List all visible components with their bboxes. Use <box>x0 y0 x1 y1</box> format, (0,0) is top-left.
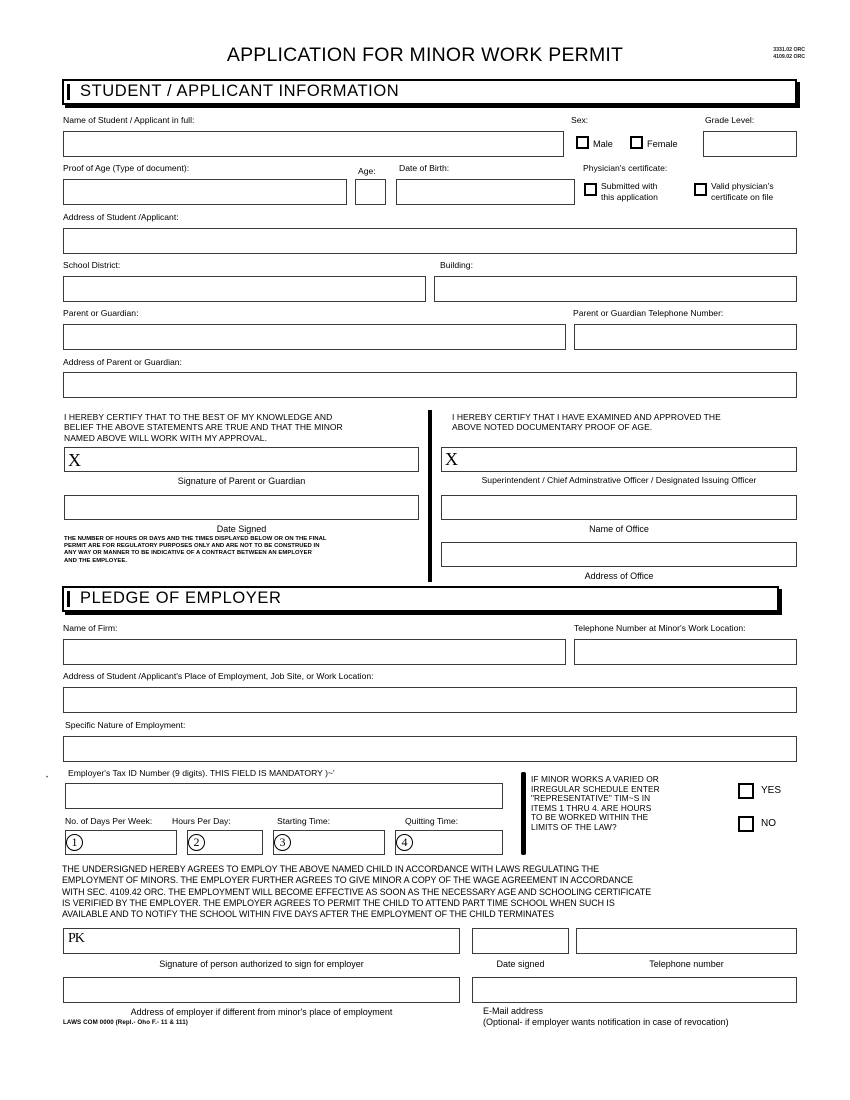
section-header-pledge-of-employer <box>62 586 779 612</box>
hours-disclaimer-text <box>64 536 424 565</box>
parent-certify-line-2: BELIEF THE ABOVE STATEMENTS ARE TRUE AND THAT THE MINOR <box>64 422 343 433</box>
varied-schedule-line-4: ITEMS 1 THRU 4. ARE HOURS <box>531 802 652 813</box>
parent-telephone-label: Parent or Guardian Telephone Number: <box>573 308 724 318</box>
physician-on-file-checkbox[interactable] <box>694 183 707 196</box>
varied-schedule-line-6: LIMITS OF THE LAW? <box>531 821 617 832</box>
proof-of-age-input[interactable] <box>63 179 347 205</box>
parent-certify-line-1: I HEREBY CERTIFY THAT TO THE BEST OF MY KNOWLEDGE AND <box>64 412 333 422</box>
officer-certify-line-2: ABOVE NOTED DOCUMENTARY PROOF OF AGE. <box>452 422 653 433</box>
employer-telephone-caption: Telephone number <box>649 959 724 969</box>
sex-male-label: Male <box>593 139 613 149</box>
officer-signature-caption: Superintendent / Chief Adminstrative Officer / Designated Issuing Officer <box>481 475 757 485</box>
physician-submitted-checkbox[interactable] <box>584 183 597 196</box>
employer-address-caption: Address of employer if different from minor's place of employment <box>130 1007 393 1017</box>
section-bar-tick <box>67 84 70 100</box>
hours-disclaimer-line-1: THE NUMBER OF HOURS OR DAYS AND THE TIMES DISPLAYED BELOW OR ON THE FINAL <box>64 536 327 542</box>
physician-on-file-label-line-1: Valid physician's <box>711 181 774 191</box>
date-of-birth-input[interactable] <box>396 179 575 205</box>
quitting-time-label: Quitting Time: <box>405 816 459 826</box>
work-address-input[interactable] <box>63 687 797 713</box>
varied-schedule-bracket <box>521 772 526 855</box>
grade-level-input[interactable] <box>703 131 797 157</box>
employer-agreement-line-1: THE UNDERSIGNED HEREBY AGREES TO EMPLOY THE ABOVE NAMED CHILD IN ACCORDANCE WITH LAWS REGULATING THE <box>62 864 599 874</box>
varied-schedule-line-3: "REPRESENTATIVE" TIM~S IN <box>531 793 651 804</box>
item-1-number: 1 <box>66 834 83 851</box>
margin-artifact-mark: • <box>46 775 49 781</box>
page-title: APPLICATION FOR MINOR WORK PERMIT <box>226 44 624 66</box>
item-3-number: 3 <box>274 834 291 851</box>
email-address-input[interactable] <box>472 977 797 1003</box>
work-location-telephone-label: Telephone Number at Minor's Work Location: <box>574 623 746 633</box>
employer-agreement-line-4: IS VERIFIED BY THE EMPLOYER. THE EMPLOYER AGREES TO PERMIT THE CHILD TO ATTEND PART TIME SCHOOL WHEN SUCH IS <box>62 897 615 908</box>
parent-or-guardian-label: Parent or Guardian: <box>63 308 139 318</box>
work-location-telephone-input[interactable] <box>574 639 797 665</box>
section-header-pledge-of-employer-label: PLEDGE OF EMPLOYER <box>80 589 282 608</box>
starting-time-label: Starting Time: <box>277 816 331 826</box>
name-of-student-label: Name of Student / Applicant in full: <box>63 115 195 125</box>
parent-signature-caption: Signature of Parent or Guardian <box>177 476 306 486</box>
email-address-caption-line-1: E-Mail address <box>483 1006 544 1016</box>
employer-agreement-line-2: EMPLOYMENT OF MINORS. THE EMPLOYER FURTHER AGREES TO GIVE MINOR A COPY OF THE WAGE AGREEMENT IN ACCORDANCE <box>62 875 634 886</box>
parent-date-signed-caption: Date Signed <box>216 524 267 534</box>
days-per-week-label: No. of Days Per Week: <box>65 816 153 826</box>
address-of-office-caption: Address of Office <box>584 571 654 581</box>
physician-certificate-label: Physician's certificate: <box>583 163 668 173</box>
address-of-student-label: Address of Student /Applicant: <box>63 212 179 222</box>
nature-of-employment-input[interactable] <box>63 736 797 762</box>
school-district-input[interactable] <box>63 276 426 302</box>
building-input[interactable] <box>434 276 797 302</box>
varied-schedule-no-label: NO <box>761 818 776 829</box>
physician-submitted-label-line-1: Submitted with <box>601 181 658 191</box>
employer-agreement-text <box>62 864 802 920</box>
parent-certify-line-3: NAMED ABOVE WILL WORK WITH MY APPROVAL. <box>64 432 267 443</box>
item-2-number: 2 <box>188 834 205 851</box>
varied-schedule-line-1: IF MINOR WORKS A VARIED OR <box>531 774 659 784</box>
name-of-office-caption: Name of Office <box>589 524 649 534</box>
parent-signature-x-mark: X <box>68 450 81 470</box>
varied-schedule-yes-label: YES <box>761 785 782 796</box>
name-of-office-input[interactable] <box>441 495 797 520</box>
section-header-student-applicant <box>62 79 797 105</box>
physician-on-file-label-line-2: certificate on file <box>711 192 774 202</box>
varied-schedule-line-5: TO BE WORKED WITHIN THE <box>531 812 649 823</box>
work-address-label: Address of Student /Applicant's Place of Employment, Job Site, or Work Location: <box>63 671 374 681</box>
physician-submitted-label-line-2: this application <box>601 192 658 202</box>
employer-signature-caption: Signature of person authorized to sign for employer <box>159 959 364 969</box>
employer-tax-id-label: Employer's Tax ID Number (9 digits). THIS FIELD IS MANDATORY )~' <box>68 768 335 778</box>
orc-reference-line-2: 4109.02 ORC <box>773 54 805 60</box>
name-of-firm-label: Name of Firm: <box>63 623 118 633</box>
officer-certify-text <box>452 412 797 433</box>
employer-date-signed-caption: Date signed <box>496 959 545 969</box>
officer-signature-input[interactable] <box>441 447 797 472</box>
parent-date-signed-input[interactable] <box>64 495 419 520</box>
address-of-parent-input[interactable] <box>63 372 797 398</box>
name-of-student-input[interactable] <box>63 131 564 157</box>
certify-divider <box>428 410 432 582</box>
proof-of-age-label: Proof of Age (Type of document): <box>63 163 190 173</box>
employer-tax-id-input[interactable] <box>65 783 503 809</box>
address-of-parent-label: Address of Parent or Guardian: <box>63 357 182 367</box>
employer-address-input[interactable] <box>63 977 460 1003</box>
employer-agreement-line-5: AVAILABLE AND TO NOTIFY THE SCHOOL WITHIN FIVE DAYS AFTER THE EMPLOYMENT OF THE CHILD TERMINATES <box>62 909 554 920</box>
hours-disclaimer-line-4: AND THE EMPLOYEE. <box>64 557 128 564</box>
grade-level-label: Grade Level: <box>705 115 755 125</box>
hours-per-day-label: Hours Per Day: <box>172 816 231 826</box>
varied-schedule-no-checkbox[interactable] <box>738 816 754 832</box>
building-label: Building: <box>440 260 473 270</box>
parent-signature-input[interactable] <box>64 447 419 472</box>
employer-signature-pk-mark: PK <box>68 931 84 946</box>
email-address-caption-line-2: (Optional- if employer wants notification in case of revocation) <box>483 1017 729 1027</box>
school-district-label: School District: <box>63 260 121 270</box>
employer-signature-input[interactable] <box>63 928 460 954</box>
section-header-student-applicant-label: STUDENT / APPLICANT INFORMATION <box>80 82 400 101</box>
nature-of-employment-label: Specific Nature of Employment: <box>65 720 186 730</box>
employer-date-signed-input[interactable] <box>472 928 569 954</box>
varied-schedule-line-2: IRREGULAR SCHEDULE ENTER <box>531 783 660 794</box>
hours-disclaimer-line-3: ANY WAY OR MANNER TO BE INDICATIVE OF A CONTRACT BETWEEN AN EMPLOYER <box>64 550 312 557</box>
form-footer-code: LAWS COM 0000 (Repl.- Oho F.- 11 & 111) <box>63 1019 188 1026</box>
orc-reference-line-1: 3331.02 ORC <box>773 47 805 53</box>
parent-telephone-input[interactable] <box>574 324 797 350</box>
address-of-office-input[interactable] <box>441 542 797 567</box>
employer-agreement-line-3: WITH SEC. 4109.42 ORC. THE EMPLOYMENT WILL BECOME EFFECTIVE AS SOON AS THE NECESSARY AGE AND SCHOOLING CERTIFICATE <box>62 886 652 897</box>
hours-disclaimer-line-2: PERMIT ARE FOR REGULATORY PURPOSES ONLY AND ARE NOT TO BE CONSTRUED IN <box>64 543 320 550</box>
section-bar-tick-2 <box>67 591 70 607</box>
varied-schedule-yes-checkbox[interactable] <box>738 783 754 799</box>
officer-certify-line-1: I HEREBY CERTIFY THAT I HAVE EXAMINED AND APPROVED THE <box>452 412 721 422</box>
sex-female-label: Female <box>647 139 678 149</box>
sex-label: Sex: <box>571 115 589 125</box>
sex-male-checkbox[interactable] <box>576 136 589 149</box>
age-label: Age: <box>358 166 376 176</box>
name-of-firm-input[interactable] <box>63 639 566 665</box>
date-of-birth-label: Date of Birth: <box>399 163 450 173</box>
employer-telephone-input[interactable] <box>576 928 797 954</box>
age-input[interactable] <box>355 179 386 205</box>
officer-signature-x-mark: X <box>445 449 458 469</box>
varied-schedule-text <box>531 775 746 833</box>
address-of-student-input[interactable] <box>63 228 797 254</box>
orc-reference <box>773 47 805 61</box>
parent-certify-text <box>64 412 414 443</box>
parent-or-guardian-input[interactable] <box>63 324 566 350</box>
sex-female-checkbox[interactable] <box>630 136 643 149</box>
item-4-number: 4 <box>396 834 413 851</box>
